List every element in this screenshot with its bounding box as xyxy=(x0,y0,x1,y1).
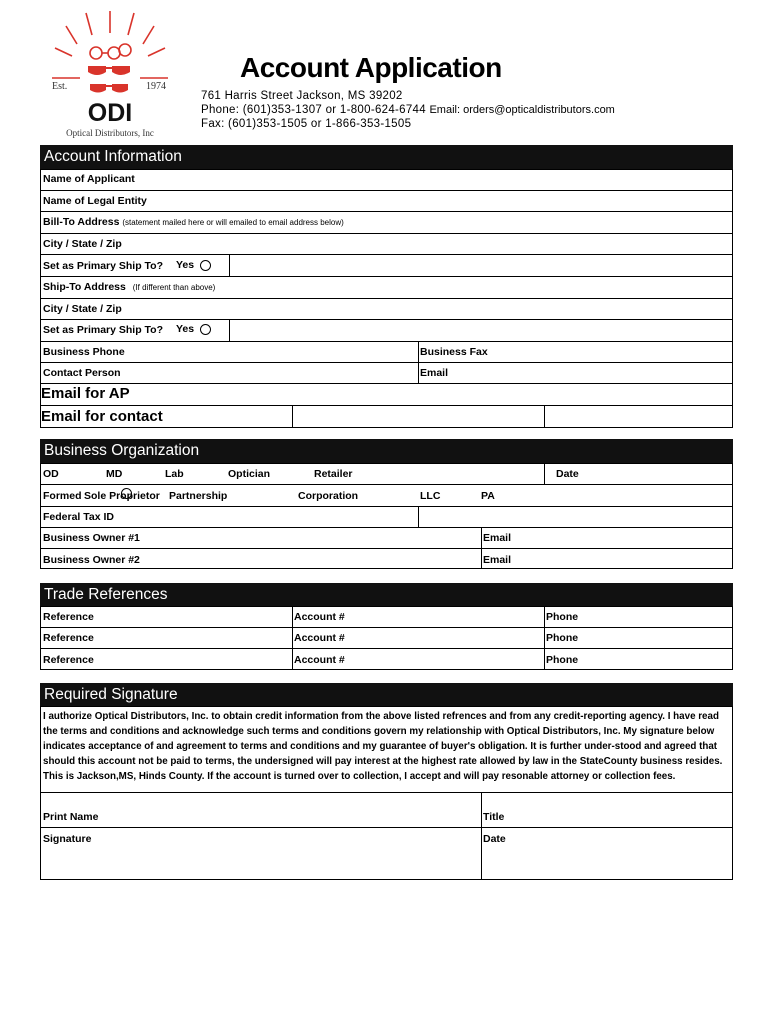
formed-label: Formed xyxy=(43,490,82,502)
email-label: Email xyxy=(420,367,449,379)
owner1-label: Business Owner #1 xyxy=(43,532,140,544)
bill-to-note: (statement mailed here or will emailed to email address below) xyxy=(122,218,344,227)
org-type-lab[interactable]: Lab xyxy=(165,468,184,480)
sole-proprietor-radio-button[interactable] xyxy=(121,488,132,499)
company-fax: Fax: (601)353-1505 or 1-866-353-1505 xyxy=(201,118,412,130)
contact-person-label: Contact Person xyxy=(43,367,121,379)
phone-email-line xyxy=(201,104,615,116)
date-label: Date xyxy=(556,468,579,480)
section-account-information xyxy=(40,145,733,169)
name-of-applicant-label: Name of Applicant xyxy=(43,173,135,185)
account-1-label: Account # xyxy=(294,611,345,623)
trade-refs-grid xyxy=(40,606,733,670)
org-type-retailer[interactable]: Retailer xyxy=(314,468,353,480)
owner2-email-label: Email xyxy=(483,554,512,566)
odi-logo xyxy=(46,8,174,140)
logo-company: Optical Distributors, Inc xyxy=(66,128,154,138)
federal-tax-id-label: Federal Tax ID xyxy=(43,511,114,523)
company-phone: Phone: (601)353-1307 or 1-800-624-6744 xyxy=(201,104,426,116)
title-label: Title xyxy=(483,811,505,823)
org-type-md[interactable]: MD xyxy=(106,468,123,480)
yes-radio-button[interactable] xyxy=(200,260,211,271)
form-partnership[interactable]: Partnership xyxy=(169,490,228,502)
business-fax-label: Business Fax xyxy=(420,346,488,358)
city-state-zip-2-label: City / State / Zip xyxy=(43,303,122,315)
reference-2-label: Reference xyxy=(43,632,94,644)
phone-1-label: Phone xyxy=(546,611,579,623)
bill-to-label xyxy=(43,216,344,228)
section-title: Trade References xyxy=(44,586,168,603)
email-ap-label: Email for AP xyxy=(41,385,130,402)
logo-brand: ODI xyxy=(87,99,133,127)
ship-to-label xyxy=(43,281,215,293)
section-title: Business Organization xyxy=(44,442,200,459)
account-2-label: Account # xyxy=(294,632,345,644)
legal-entity-label: Name of Legal Entity xyxy=(43,195,147,207)
primary-ship-to-2-yes xyxy=(176,323,211,335)
ship-to-text: Ship-To Address xyxy=(43,281,126,293)
city-state-zip-label: City / State / Zip xyxy=(43,238,122,250)
form-sole-proprietor[interactable]: Sole Proprietor xyxy=(84,490,160,502)
reference-1-label: Reference xyxy=(43,611,94,623)
bill-to-text: Bill-To Address xyxy=(43,216,120,228)
authorization-text: I authorize Optical Distributors, Inc. to obtain credit information from the above listed refrences and from any credit-reporting agency. I have read the terms and conditions and acknowledge such terms and conditions govern my relationship with Optical Distributors, Inc. My signature below indicates acceptance of and agreement to terms and conditions and my guarantee of buyer's obligation. It is further under-stood and agreed that should this account not be paid to terms, the undersigned will pay interest at the highest rate allowed by law in the StateCounty business resides. This is Jackson,MS, Hinds County. If the account is turned over to collection, I accept and will pay resonable attorney or collection fees. xyxy=(43,711,723,782)
yes-radio-button[interactable] xyxy=(200,324,211,335)
company-email: Email: orders@opticaldistributors.com xyxy=(429,104,615,116)
business-phone-label: Business Phone xyxy=(43,346,125,358)
primary-ship-to-2-label: Set as Primary Ship To? xyxy=(43,324,164,336)
section-title: Required Signature xyxy=(44,686,178,703)
account-3-label: Account # xyxy=(294,654,345,666)
section-trade-references xyxy=(40,583,733,607)
company-address: 761 Harris Street Jackson, MS 39202 xyxy=(201,90,403,102)
est-year: 1974 xyxy=(146,81,166,92)
phone-3-label: Phone xyxy=(546,654,579,666)
primary-ship-to-label: Set as Primary Ship To? xyxy=(43,260,164,272)
owner1-email-label: Email xyxy=(483,532,512,544)
owner2-label: Business Owner #2 xyxy=(43,554,140,566)
primary-ship-to-yes xyxy=(176,259,211,271)
page-title: Account Application xyxy=(240,52,502,83)
signature-label: Signature xyxy=(43,833,92,845)
reference-3-label: Reference xyxy=(43,654,94,666)
ship-to-note: (If different than above) xyxy=(132,283,216,292)
business-org-grid xyxy=(40,463,733,569)
email-contact-label: Email for contact xyxy=(41,408,163,425)
section-required-signature xyxy=(40,683,733,707)
section-title: Account Information xyxy=(44,148,182,165)
section-business-organization xyxy=(40,439,733,463)
form-pa[interactable]: PA xyxy=(481,490,495,502)
org-type-od[interactable]: OD xyxy=(43,468,59,480)
date-signed-label: Date xyxy=(483,833,506,845)
print-name-label: Print Name xyxy=(43,811,99,823)
yes-text: Yes xyxy=(176,323,195,335)
org-type-optician[interactable]: Optician xyxy=(228,468,271,480)
est-label: Est. xyxy=(52,81,68,92)
form-llc[interactable]: LLC xyxy=(420,490,441,502)
form-corporation[interactable]: Corporation xyxy=(298,490,359,502)
phone-2-label: Phone xyxy=(546,632,579,644)
yes-text: Yes xyxy=(176,259,195,271)
